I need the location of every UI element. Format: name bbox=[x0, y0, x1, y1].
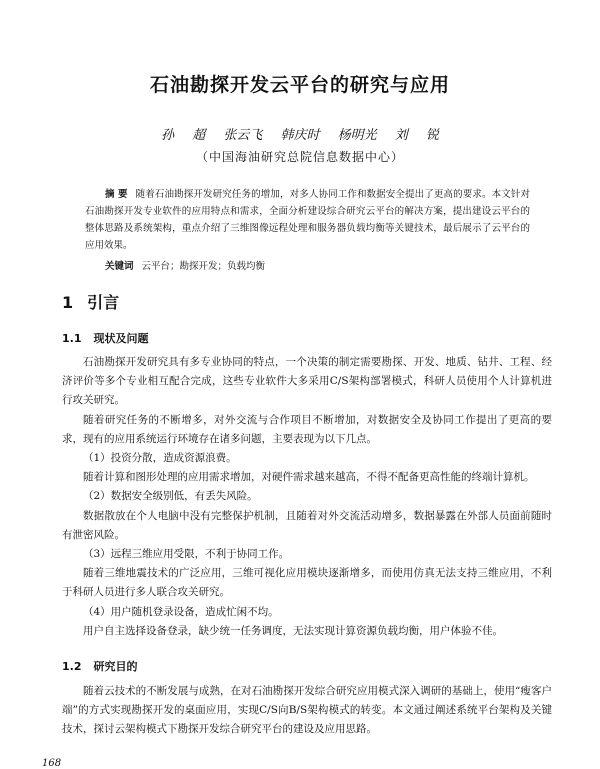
paragraph: 随着三维地震技术的广泛应用，三维可视化应用模块逐渐增多，而使用仿真无法支持三维应用，不利于科研人员进行多人联合攻关研究。 bbox=[62, 567, 552, 599]
subsection-number: 1.2 bbox=[62, 660, 82, 673]
keywords-text: 云平台；勘探开发；负载均衡 bbox=[141, 261, 266, 272]
body-text-purpose bbox=[62, 682, 552, 740]
paper-title: 石油勘探开发云平台的研究与应用 bbox=[149, 74, 450, 96]
abstract bbox=[85, 186, 530, 254]
keywords-label: 关键词 bbox=[105, 261, 134, 272]
subsection-heading-status bbox=[62, 330, 149, 346]
subsection-number: 1.1 bbox=[62, 332, 82, 345]
paragraph: （2）数据安全级别低，有丢失风险。 bbox=[83, 490, 258, 503]
paragraph: 随着研究任务的不断增多，对外交流与合作项目不断增加，对数据安全及协同工作提出了更高的要求，现有的应用系统运行环境存在诸多问题，主要表现为以下几点。 bbox=[62, 413, 552, 445]
body-text-status bbox=[62, 353, 552, 641]
keywords bbox=[105, 258, 535, 275]
paragraph: （3）远程三维应用受限，不利于协同工作。 bbox=[83, 548, 290, 561]
author-list: 孙 超 张云飞 韩庆时 杨明光 刘 锐 bbox=[161, 128, 439, 143]
paragraph: 数据散放在个人电脑中没有完整保护机制，且随着对外交流活动增多，数据暴露在外部人员面前随时有泄密风险。 bbox=[62, 509, 552, 541]
section-number: 1 bbox=[62, 293, 74, 312]
page-number: 168 bbox=[42, 758, 62, 769]
abstract-text: 随着石油勘探开发研究任务的增加，对多人协同工作和数据安全提出了更高的要求。本文针对石油勘探开发专业软件的应用特点和需求，全面分析建设综合研究云平台的解决方案，提出建设云平台的整体思路及系统架构，重点介绍了三维图像远程处理和服务器负载均衡等关键技术，最后展示了云平台的应用效果。 bbox=[85, 189, 530, 251]
paragraph: （4）用户随机登录设备，造成忙闲不均。 bbox=[83, 605, 279, 618]
subsection-title: 研究目的 bbox=[93, 660, 138, 673]
paragraph: 石油勘探开发研究具有多专业协同的特点，一个决策的制定需要勘探、开发、地质、钻井、工程、经济评价等多个专业相互配合完成，这些专业软件大多采用C/S架构部署模式，科研人员使用个人计算机进行攻关研究。 bbox=[62, 356, 552, 407]
section-heading-intro bbox=[62, 290, 119, 313]
affiliation: （中国海油研究总院信息数据中心） bbox=[195, 150, 404, 164]
abstract-label: 摘 要 bbox=[105, 189, 128, 200]
subsection-heading-purpose bbox=[62, 658, 138, 674]
paragraph: 随着云技术的不断发展与成熟，在对石油勘探开发综合研究应用模式深入调研的基础上，使用“瘦客户端”的方式实现勘探开发的桌面应用，实现C/S向B/S架构模式的转变。本文通过阐述系统平台架构及关键技术，探讨云架构模式下勘探开发综合研究平台的建设及应用思路。 bbox=[62, 685, 552, 736]
section-title: 引言 bbox=[87, 293, 120, 312]
paragraph: 随着计算和图形处理的应用需求增加，对硬件需求越来越高，不得不配备更高性能的终端计算机。 bbox=[83, 471, 535, 484]
paragraph: （1）投资分散，造成资源浪费。 bbox=[83, 452, 237, 465]
paragraph: 用户自主选择设备登录，缺少统一任务调度，无法实现计算资源负载均衡，用户体验不佳。 bbox=[83, 624, 503, 637]
subsection-title: 现状及问题 bbox=[93, 332, 149, 345]
